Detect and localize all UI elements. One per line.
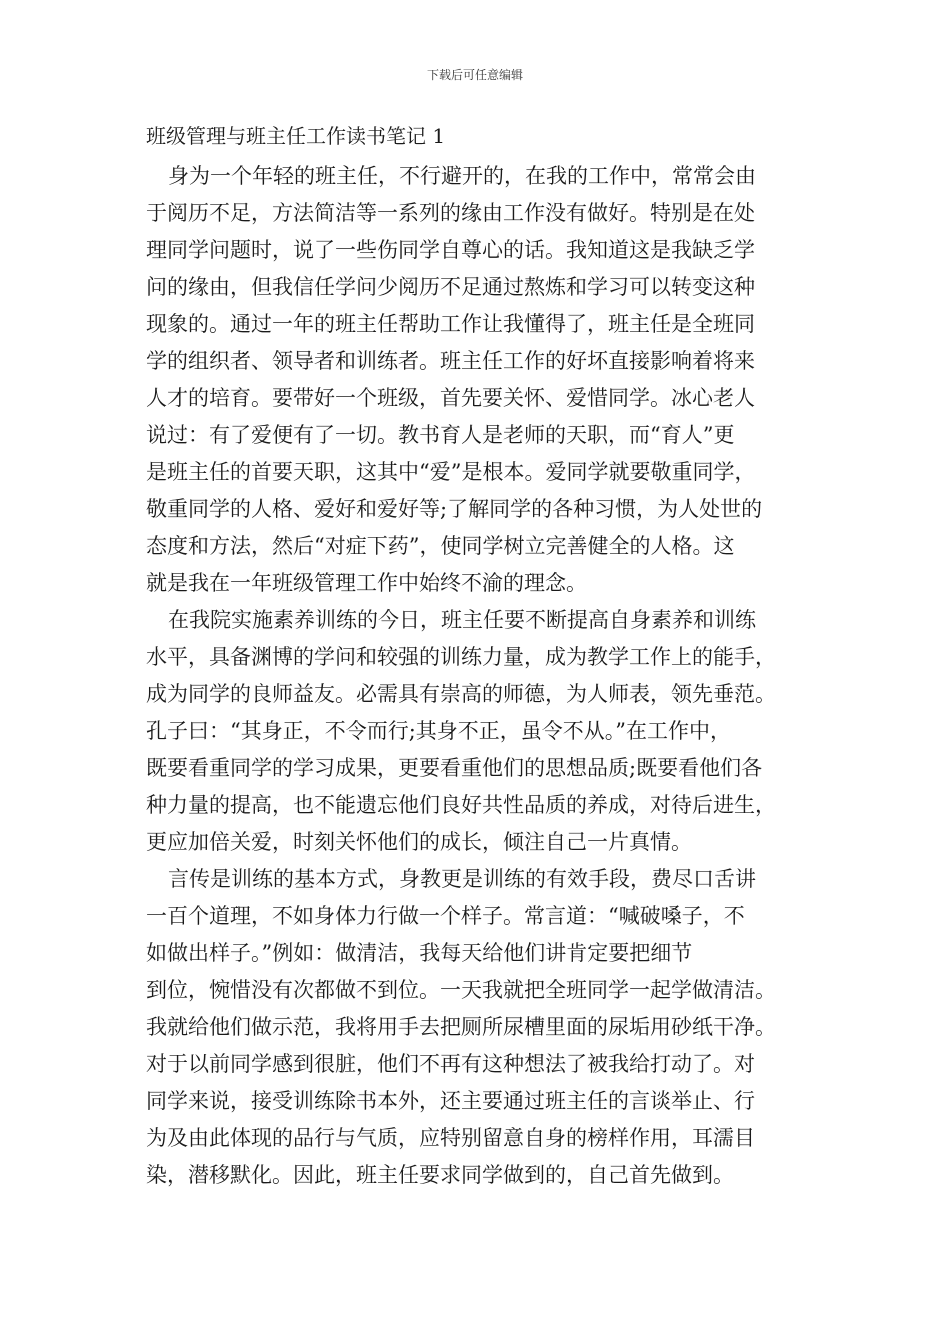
text-line: 对于以前同学感到很脏，他们不再有这种想法了被我给打动了。对 [146,1052,755,1076]
text-line: 更应加倍关爱，时刻关怀他们的成长，倾注自己一片真情。 [146,830,692,854]
text-line: 是班主任的首要天职，这其中“爱”是根本。爱同学就要敬重同学， [146,460,756,484]
text-line: 说过：有了爱便有了一切。教书育人是老师的天职，而“育人”更 [146,423,735,447]
paragraph-3 [146,861,810,1194]
text-line: 态度和方法，然后“对症下药”，使同学树立完善健全的人格。这 [146,534,735,558]
text-line: 如做出样子。”例如：做清洁，我每天给他们讲肯定要把细节 [146,941,693,965]
text-line: 在我院实施素养训练的今日，班主任要不断提高自身素养和训练 [168,608,756,632]
page-header: 下载后可任意编辑 [426,68,523,82]
text-line: 我就给他们做示范，我将用手去把厕所尿槽里面的尿垢用砂纸干净。 [146,1015,776,1039]
text-line: 就是我在一年班级管理工作中始终不渝的理念。 [146,571,587,595]
text-line: 孔子曰：“其身正，不令而行;其身不正，虽令不从。”在工作中， [146,719,732,743]
text-line: 既要看重同学的学习成果，更要看重他们的思想品质;既要看他们各 [146,756,763,780]
text-line: 现象的。通过一年的班主任帮助工作让我懂得了，班主任是全班同 [146,312,755,336]
text-line: 身为一个年轻的班主任，不行避开的，在我的工作中，常常会由 [168,164,756,188]
text-line: 理同学问题时，说了一些伤同学自尊心的话。我知道这是我缺乏学 [146,238,755,262]
document-title: 班级管理与班主任工作读书笔记 1 [146,124,446,148]
text-line: 染，潜移默化。因此，班主任要求同学做到的，自己首先做到。 [146,1163,734,1187]
text-line: 学的组织者、领导者和训练者。班主任工作的好坏直接影响着将来 [146,349,755,373]
document-body [146,158,810,1194]
text-line: 到位，惋惜没有次都做不到位。一天我就把全班同学一起学做清洁。 [146,978,776,1002]
paragraph-2 [146,602,810,861]
paragraph-1 [146,158,810,602]
text-line: 同学来说，接受训练除书本外，还主要通过班主任的言谈举止、行 [146,1089,755,1113]
text-line: 敬重同学的人格、爱好和爱好等;了解同学的各种习惯，为人处世的 [146,497,763,521]
text-line: 人才的培育。要带好一个班级，首先要关怀、爱惜同学。冰心老人 [146,386,755,410]
text-line: 言传是训练的基本方式，身教更是训练的有效手段，费尽口舌讲 [168,867,756,891]
text-line: 为及由此体现的品行与气质，应特别留意自身的榜样作用，耳濡目 [146,1126,755,1150]
text-line: 于阅历不足，方法简洁等一系列的缘由工作没有做好。特别是在处 [146,201,755,225]
text-line: 问的缘由，但我信任学问少阅历不足通过熬炼和学习可以转变这种 [146,275,755,299]
text-line: 一百个道理，不如身体力行做一个样子。常言道：“喊破嗓子，不 [146,904,745,928]
text-line: 水平，具备渊博的学问和较强的训练力量，成为教学工作上的能手， [146,645,776,669]
text-line: 成为同学的良师益友。必需具有崇高的师德，为人师表，领先垂范。 [146,682,776,706]
text-line: 种力量的提高，也不能遗忘他们良好共性品质的养成，对待后进生， [146,793,776,817]
